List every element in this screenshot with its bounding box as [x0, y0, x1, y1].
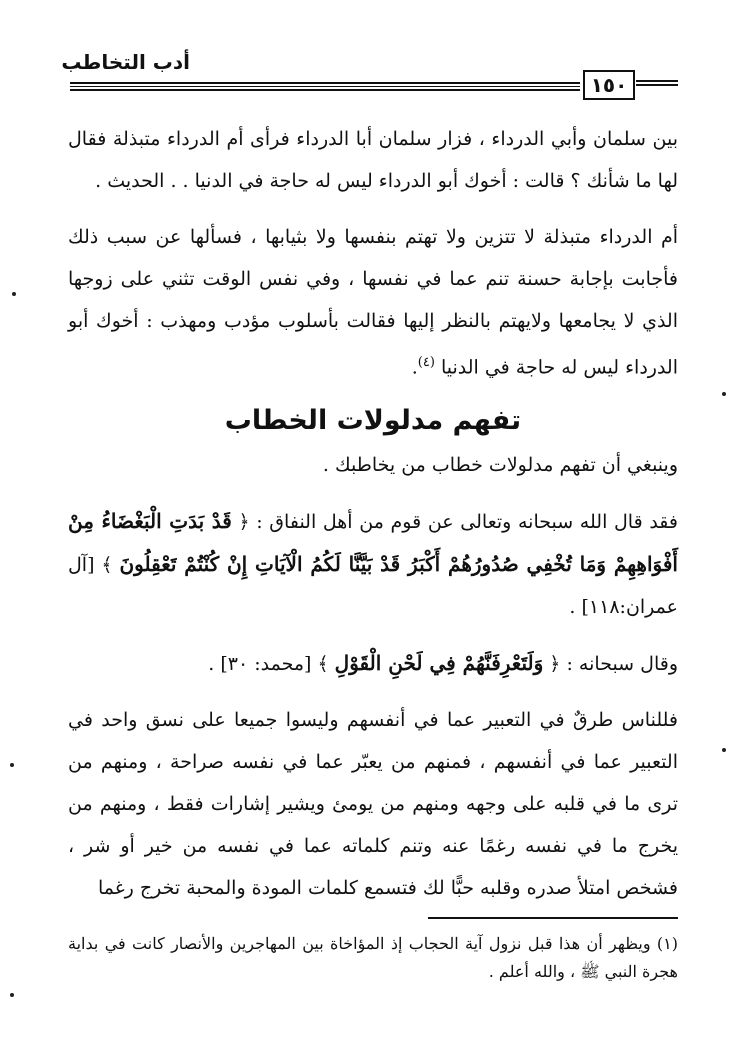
verse-1-text: قَدْ بَدَتِ الْبَغْضَاءُ مِنْ أَفْوَاهِهِمْ وَمَا تُخْفِي صُدُورُهُمْ أَكْبَرُ قَدْ بَيَّنَّا لَكُمُ الْآيَاتِ إِنْ كُنْتُمْ تَعْقِلُونَ	[68, 509, 678, 577]
verse-1-intro: فقد قال الله سبحانه وتعالى عن قوم من أهل النفاق :	[256, 511, 678, 534]
verse-1-citation: [آل عمران:١١٨] .	[68, 554, 678, 619]
paragraph-1: بين سلمان وأبي الدرداء ، فزار سلمان أبا الدرداء فرأى أم الدرداء متبذلة فقال لها ما شأنك ؟ قالت : أخوك أبو الدرداء ليس له حاجة في الدنيا . . الحديث .	[68, 128, 678, 192]
verse-1-close-bracket: ﴾	[101, 554, 113, 577]
scan-speck	[12, 292, 16, 296]
verse-2-intro: وقال سبحانه :	[566, 653, 678, 676]
header-rule	[70, 82, 580, 94]
scan-speck	[722, 392, 726, 396]
footnote-divider	[428, 917, 678, 919]
scan-speck	[10, 993, 14, 997]
page-number-rule	[636, 80, 678, 92]
paragraph-4: فللناس طرقٌ في التعبير عما في أنفسهم وليسوا جميعا على نسق واحد في التعبير عما في أنفسهم ، فمنهم من يعبّر عما في نفسه صراحة ، ومنهم من ترى ما في قلبه على وجهه ومنهم من يومئ ويشير إشارات فقط ، ومنهم من يخرج ما في نفسه رغمًا عنه وتنم كلماته عما في نفسه من خير أو شر ، فشخص امتلأ صدره وقلبه حبًّا لك فتسمع كلمات المودة والمحبة تخرج رغما	[68, 709, 678, 900]
verse-1-paragraph	[68, 500, 678, 628]
paragraph-2: أم الدرداء متبذلة لا تتزين ولا تهتم بنفسها ولا بثيابها ، فسألها عن سبب ذلك فأجابت بإجابة حسنة تنم عما في نفسها ، وفي نفس الوقت تثني على زوجها الذي لا يجامعها ولايهتم بالنظر إليها فقالت بأسلوب مؤدب ومهذب : أخوك أبو الدرداء ليس له حاجة في الدنيا $^{(٤)}$.	[68, 226, 678, 379]
scan-speck	[10, 763, 14, 767]
verse-2-close-bracket: ﴾	[317, 653, 329, 676]
verse-2-text: وَلَتَعْرِفَنَّهُمْ فِي لَحْنِ الْقَوْلِ	[334, 651, 544, 676]
page-number: ١٥٠	[583, 70, 635, 100]
section-heading: تفهم مدلولات الخطاب	[224, 405, 522, 437]
verse-2-paragraph	[68, 642, 678, 685]
scan-speck	[722, 748, 726, 752]
verse-2-open-bracket: ﴿	[549, 653, 561, 676]
paragraph-3: وينبغي أن تفهم مدلولات خطاب من يخاطبك .	[322, 454, 678, 477]
main-text	[68, 118, 678, 909]
running-title: أدب التخاطب	[61, 50, 190, 74]
paragraph-2-text: أم الدرداء متبذلة لا تتزين ولا تهتم بنفسها ولا بثيابها ، فسألها عن سبب ذلك فأجابت بإجابة حسنة تنم عما في نفسها ، وفي نفس الوقت تثني على زوجها الذي لا يجامعها ولايهتم بالنظر إليها فقالت بأسلوب مؤدب ومهذب : أخوك أبو الدرداء ليس له حاجة في الدنيا	[68, 226, 678, 379]
verse-1-open-bracket: ﴿	[238, 511, 250, 534]
footnote-reference: (٤)	[417, 355, 435, 370]
verse-2-citation: [محمد: ٣٠] .	[208, 653, 312, 676]
footnote: (١) ويظهر أن هذا قبل نزول آية الحجاب إذ المؤاخاة بين المهاجرين والأنصار كانت في بداية هجرة النبي ﷺ ، والله أعلم .	[68, 934, 678, 981]
